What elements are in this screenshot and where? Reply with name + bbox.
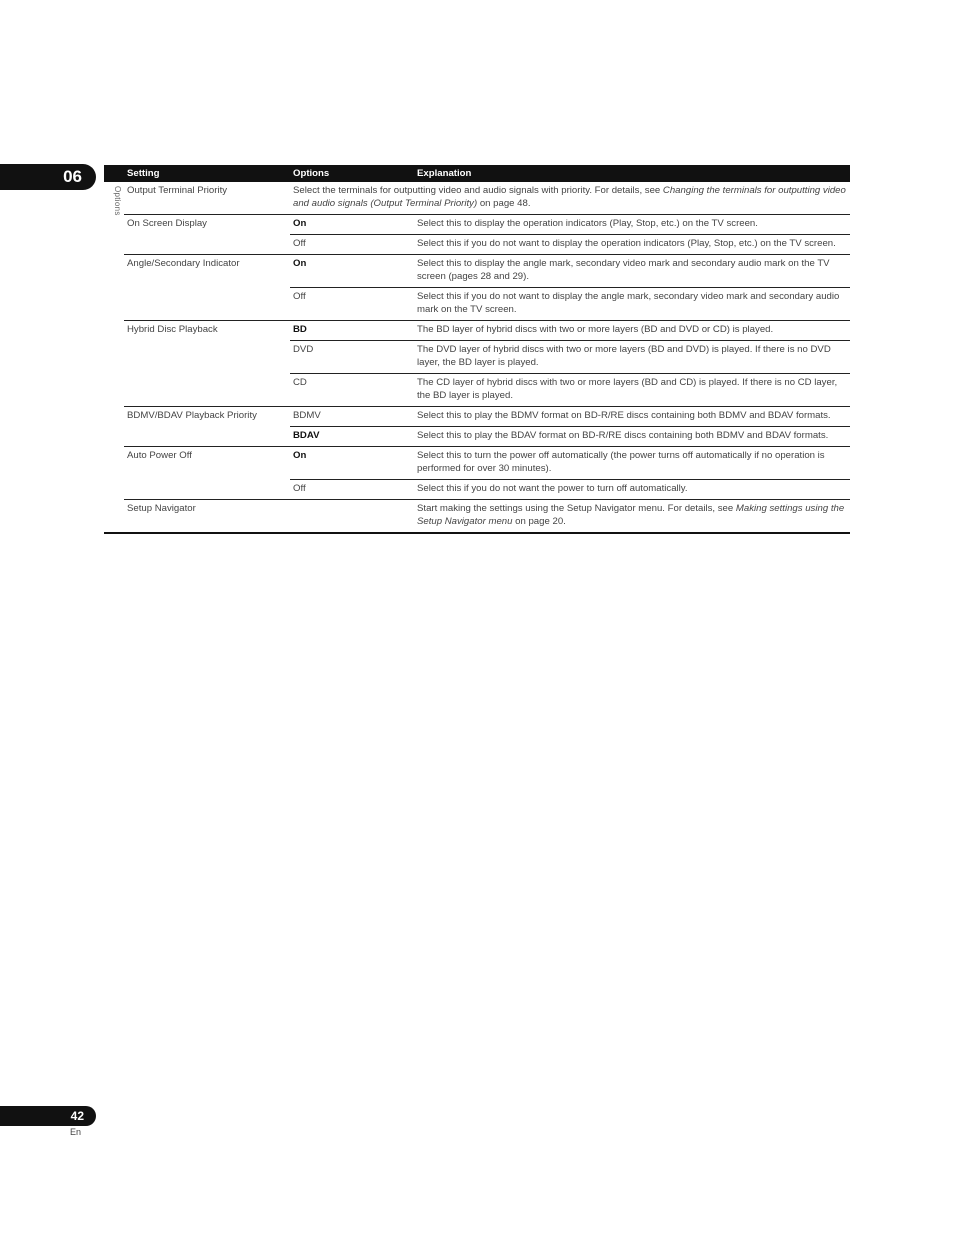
option-explanation: The CD layer of hybrid discs with two or more layers (BD and CD) is played. If there is no CD layer, the BD layer is played. xyxy=(414,374,850,407)
option-explanation: Select this to turn the power off automatically (the power turns off automatically if no operation is performed for over 30 minutes). xyxy=(414,447,850,480)
option-explanation: The BD layer of hybrid discs with two or more layers (BD and DVD or CD) is played. xyxy=(414,321,850,341)
option-value: On xyxy=(290,215,414,235)
table-row xyxy=(104,447,850,480)
table-row xyxy=(104,255,850,288)
setting-name: BDMV/BDAV Playback Priority xyxy=(124,407,290,447)
option-value: Off xyxy=(290,235,414,255)
option-explanation: Select this to display the angle mark, secondary video mark and secondary audio mark on the TV screen (pages 28 and 29). xyxy=(414,255,850,288)
cross-reference: Changing the terminals for outputting video and audio signals (Output Terminal Priority) xyxy=(293,185,846,209)
table-header-row xyxy=(104,165,850,182)
option-explanation: Select this if you do not want to display the angle mark, secondary video mark and secondary audio mark on the TV screen. xyxy=(414,288,850,321)
setting-name: Hybrid Disc Playback xyxy=(124,321,290,407)
page-number: 42 xyxy=(0,1106,96,1126)
setting-name: Output Terminal Priority xyxy=(127,185,228,196)
header-setting: Setting xyxy=(124,165,290,182)
table-row xyxy=(104,407,850,427)
table-row xyxy=(104,182,850,215)
header-explanation: Explanation xyxy=(414,165,850,182)
chapter-number-tab: 06 xyxy=(0,164,96,190)
setting-explanation: Select the terminals for outputting video and audio signals with priority. For details, see Changing the terminals for outputting video and audio signals (Output Terminal Priority) on page 48. xyxy=(293,185,846,209)
header-options: Options xyxy=(290,165,414,182)
option-value: BDAV xyxy=(290,427,414,447)
setting-explanation: Start making the settings using the Setup Navigator menu. For details, see Making settings using the Setup Navigator menu on page 20. xyxy=(414,500,850,534)
option-value: BDMV xyxy=(290,407,414,427)
setting-name: Setup Navigator xyxy=(124,500,414,534)
option-value: CD xyxy=(290,374,414,407)
settings-table xyxy=(104,165,850,534)
option-explanation: Select this to play the BDMV format on BD-R/RE discs containing both BDMV and BDAV formats. xyxy=(414,407,850,427)
option-value: Off xyxy=(290,288,414,321)
setting-name: On Screen Display xyxy=(124,215,290,255)
option-value: On xyxy=(290,255,414,288)
section-side-label: Options xyxy=(113,186,122,216)
indent-column xyxy=(104,182,124,533)
table-row xyxy=(104,500,850,534)
option-explanation: Select this to display the operation indicators (Play, Stop, etc.) on the TV screen. xyxy=(414,215,850,235)
table-row xyxy=(104,215,850,235)
setting-name: Auto Power Off xyxy=(124,447,290,500)
option-explanation: Select this if you do not want to display the operation indicators (Play, Stop, etc.) on the TV screen. xyxy=(414,235,850,255)
language-code: En xyxy=(70,1127,82,1137)
option-value: DVD xyxy=(290,341,414,374)
header-indent xyxy=(104,165,124,182)
cross-reference: Making settings using the Setup Navigator menu xyxy=(417,503,845,527)
option-explanation: Select this to play the BDAV format on BD-R/RE discs containing both BDMV and BDAV formats. xyxy=(414,427,850,447)
option-explanation: The DVD layer of hybrid discs with two or more layers (BD and DVD) is played. If there is no DVD layer, the BD layer is played. xyxy=(414,341,850,374)
option-explanation: Select this if you do not want the power to turn off automatically. xyxy=(414,480,850,500)
option-value: Off xyxy=(290,480,414,500)
table-row xyxy=(104,321,850,341)
option-value: BD xyxy=(290,321,414,341)
option-value: On xyxy=(290,447,414,480)
setting-name: Angle/Secondary Indicator xyxy=(124,255,290,321)
